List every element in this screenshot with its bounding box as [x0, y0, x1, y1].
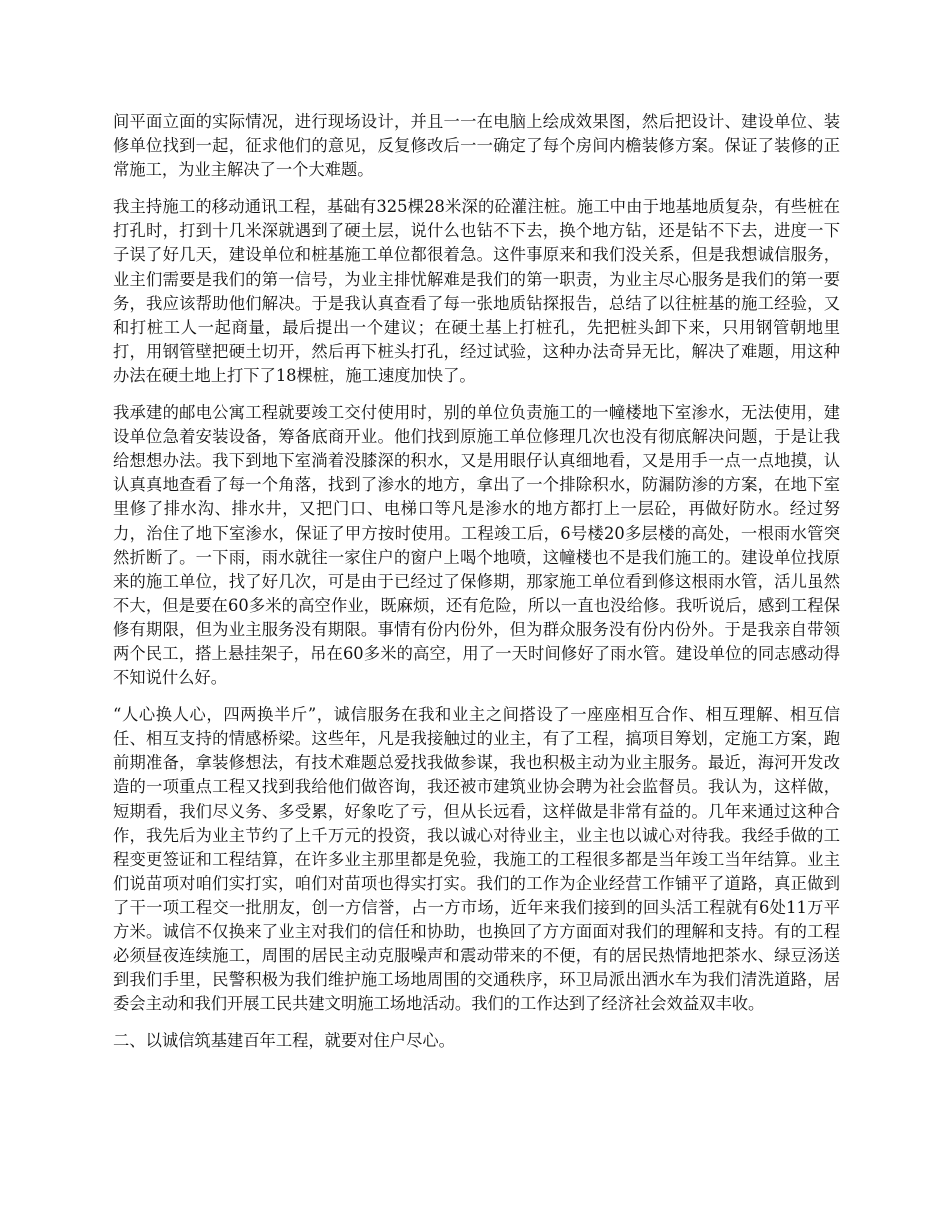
paragraph-4: “人心换人心，四两换半斤”，诚信服务在我和业主之间搭设了一座座相互合作、相互理解、相互信任、相互支持的情感桥梁。这些年，凡是我接触过的业主，有了工程，搞项目筹划，定施工方案，跑前期准备，拿装修想法，有技术难题总爱找我做参谋，我也积极主动为业主服务。最近，海河开发改造的一项重点工程又找到我给他们做咨询，我还被市建筑业协会聘为社会监督员。我认为，这样做，短期看，我们尽义务、多受累，好象吃了亏，但从长远看，这样做是非常有益的。几年来通过这种合作，我先后为业主节约了上千万元的投资，我以诚心对待业主，业主也以诚心对待我。我经手做的工程变更签证和工程结算，在许多业主那里都是免验，我施工的工程很多都是当年竣工当年结算。业主们说苗项对咱们实打实，咱们对苗项也得实打实。我们的工作为企业经营工作铺平了道路，真正做到了干一项工程交一批朋友，创一方信誉，占一方市场，近年来我们接到的回头活工程就有6处11万平方米。诚信不仅换来了业主对我们的信任和协助，也换回了方方面面对我们的理解和支持。有的工程必须昼夜连续施工，周围的居民主动克服噪声和震动带来的不便，有的居民热情地把茶水、绿豆汤送到我们手里，民警积极为我们维护施工场地周围的交通秩序，环卫局派出洒水车为我们清洗道路，居委会主动和我们开展工民共建文明施工场地活动。我们的工作达到了经济社会效益双丰收。: [113, 705, 840, 1014]
document-body: [113, 110, 840, 1066]
paragraph-2: 我主持施工的移动通讯工程，基础有325棵28米深的砼灌注桩。施工中由于地基地质复杂，有些桩在打孔时，打到十几米深就遇到了硬土层，说什么也钻不下去，换个地方钻，还是钻不下去，进度一下子误了好几天，建设单位和桩基施工单位都很着急。这件事原来和我们没关系，但是我想诚信服务，业主们需要是我们的第一信号，为业主排忧解难是我们的第一职责，为业主尽心服务是我们的第一要务，我应该帮助他们解决。于是我认真查看了每一张地质钻探报告，总结了以往桩基的施工经验，又和打桩工人一起商量，最后提出一个建议；在硬土基上打桩孔，先把桩头卸下来，只用钢管朝地里打，用钢管壁把硬土切开，然后再下桩头打孔，经过试验，这种办法奇异无比，解决了难题，用这种办法在硬土地上打下了18棵桩，施工速度加快了。: [113, 197, 840, 385]
paragraph-1: 间平面立面的实际情况，进行现场设计，并且一一在电脑上绘成效果图，然后把设计、建设单位、装修单位找到一起，征求他们的意见，反复修改后一一确定了每个房间内檐装修方案。保证了装修的正常施工，为业主解决了一个大难题。: [113, 112, 840, 180]
paragraph-3: 我承建的邮电公寓工程就要竣工交付使用时，别的单位负责施工的一幢楼地下室渗水，无法使用，建设单位急着安装设备，筹备底商开业。他们找到原施工单位修理几次也没有彻底解决问题，于是让我给想想办法。我下到地下室淌着没膝深的积水，又是用眼仔认真细地看，又是用手一点一点地摸，认认真真地查看了每一个角落，找到了渗水的地方，拿出了一个排除积水，防漏防渗的方案，在地下室里修了排水沟、排水井，又把门口、电梯口等凡是渗水的地方都打上一层砼，再做好防水。经过努力，治住了地下室渗水，保证了甲方按时使用。工程竣工后，6号楼20多层楼的高处，一根雨水管突然折断了。一下雨，雨水就往一家住户的窗户上喝个地喷，这幢楼也不是我们施工的。建设单位找原来的施工单位，找了好几次，可是由于已经过了保修期，那家施工单位看到修这根雨水管，活儿虽然不大，但是要在60多米的高空作业，既麻烦，还有危险，所以一直也没给修。我听说后，感到工程保修有期限，但为业主服务没有期限。事情有份内份外，但为群众服务没有份内份外。于是我亲自带领两个民工，搭上悬挂架子，吊在60多米的高空，用了一天时间修好了雨水管。建设单位的同志感动得不知说什么好。: [113, 403, 840, 688]
section-heading-2: 二、以诚信筑基建百年工程，就要对住户尽心。: [113, 1031, 455, 1051]
